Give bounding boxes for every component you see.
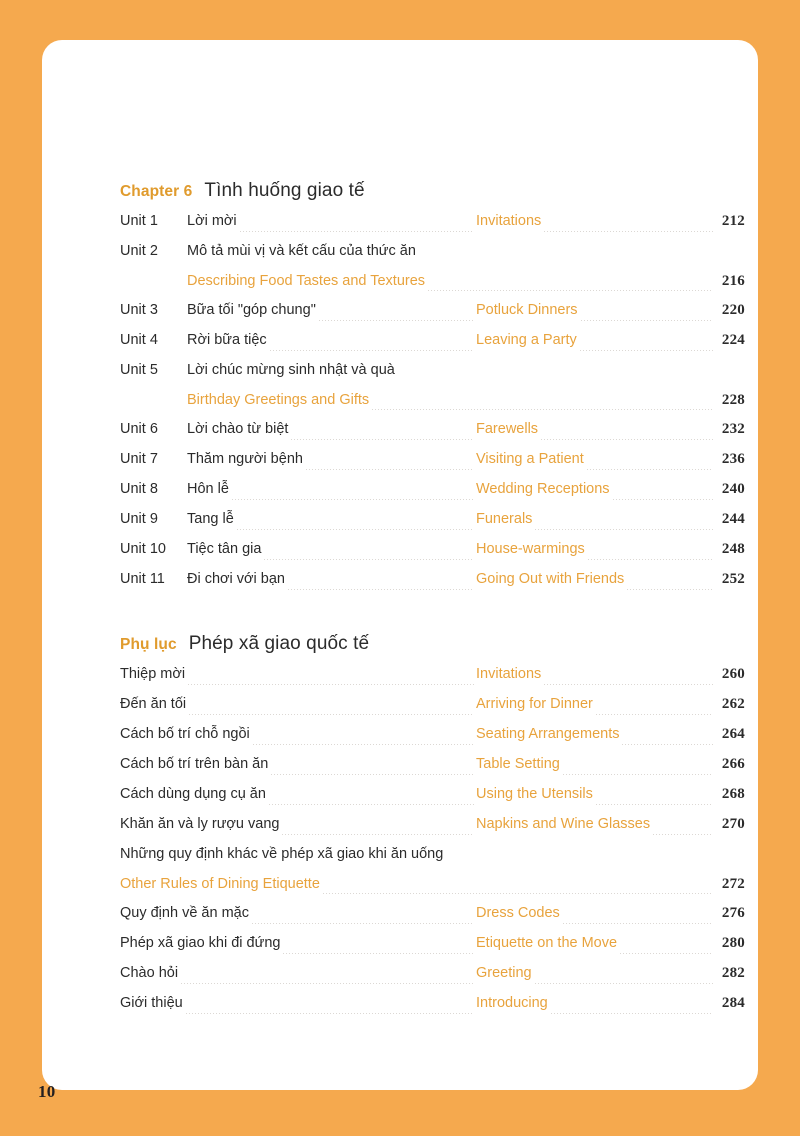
dot-leader-vi <box>290 439 474 440</box>
entry-title-vi: Giới thiệu <box>120 995 183 1011</box>
unit-label: Unit 10 <box>120 541 166 557</box>
dot-leader-vi <box>231 499 474 500</box>
unit-label: Unit 5 <box>120 362 158 378</box>
dot-leader-en <box>586 469 713 470</box>
toc-entry[interactable] <box>120 666 745 696</box>
unit-label: Unit 11 <box>120 571 165 587</box>
unit-label: Unit 4 <box>120 332 158 348</box>
entry-title-en: Invitations <box>476 666 542 682</box>
dot-leader-en <box>580 320 713 321</box>
dot-leader-en <box>595 714 713 715</box>
dot-leader-vi <box>287 589 474 590</box>
toc-entry[interactable] <box>120 511 745 541</box>
dot-leader-vi <box>236 529 474 530</box>
entry-title-en: Other Rules of Dining Etiquette <box>120 876 320 892</box>
entry-title-en: Wedding Receptions <box>476 481 610 497</box>
entry-title-en: Farewells <box>476 421 539 437</box>
dot-leader-vi <box>180 983 474 984</box>
dot-leader-en <box>534 983 713 984</box>
dot-leader-en <box>550 1013 713 1014</box>
dot-leader-vi <box>305 469 474 470</box>
entry-page-number: 264 <box>721 726 745 742</box>
toc-row <box>120 995 745 1025</box>
chapter-heading <box>120 180 745 202</box>
dot-leader-vi <box>187 684 474 685</box>
dot-leader-vi <box>263 559 474 560</box>
entry-page-number: 262 <box>721 696 745 712</box>
toc-entry[interactable] <box>120 302 745 332</box>
toc-row <box>120 332 745 362</box>
toc-entry[interactable] <box>120 243 745 302</box>
entry-title-en: Birthday Greetings and Gifts <box>187 392 370 408</box>
toc-row <box>120 846 745 876</box>
entry-title-vi: Tiệc tân gia <box>187 541 262 557</box>
appendix-heading <box>120 633 745 655</box>
entry-page-number: 232 <box>721 421 745 437</box>
appendix-kicker: Phụ lục <box>120 636 177 653</box>
chapter-title: Tình huống giao tế <box>204 180 365 201</box>
dot-leader-en <box>595 804 713 805</box>
entry-page-number: 284 <box>721 995 745 1011</box>
toc-entry[interactable] <box>120 332 745 362</box>
dot-leader-en <box>562 923 713 924</box>
dot-leader-vi <box>318 320 474 321</box>
entry-page-number: 268 <box>721 786 745 802</box>
dot-leader-vi <box>282 953 474 954</box>
entry-page-number: 216 <box>721 273 745 289</box>
dot-leader-vi <box>270 774 474 775</box>
entry-title-en: Invitations <box>476 213 542 229</box>
toc-row <box>120 451 745 481</box>
toc-entry[interactable] <box>120 571 745 601</box>
dot-leader-vi <box>185 1013 474 1014</box>
toc-row <box>120 756 745 786</box>
entry-page-number: 276 <box>721 905 745 921</box>
entry-title-en: Etiquette on the Move <box>476 935 618 951</box>
dot-leader-en <box>543 684 713 685</box>
toc-entry[interactable] <box>120 905 745 935</box>
toc-row-continued <box>120 392 745 421</box>
entry-page-number: 220 <box>721 302 745 318</box>
unit-label: Unit 2 <box>120 243 158 259</box>
toc-entry[interactable] <box>120 965 745 995</box>
entry-page-number: 224 <box>721 332 745 348</box>
toc-entry[interactable] <box>120 696 745 726</box>
unit-label: Unit 9 <box>120 511 158 527</box>
toc-row <box>120 696 745 726</box>
toc-row <box>120 421 745 451</box>
entry-title-en: Arriving for Dinner <box>476 696 593 712</box>
entry-title-vi: Cách bố trí chỗ ngồi <box>120 726 250 742</box>
toc-entry[interactable] <box>120 362 745 421</box>
entry-title-vi: Mô tả mùi vị và kết cấu của thức ăn <box>187 243 416 259</box>
entry-title-en: Napkins and Wine Glasses <box>476 816 651 832</box>
entry-page-number: 252 <box>721 571 745 587</box>
dot-leader-en <box>587 559 713 560</box>
entry-page-number: 240 <box>721 481 745 497</box>
unit-label: Unit 6 <box>120 421 158 437</box>
dot-leader-en <box>534 529 713 530</box>
toc-row <box>120 786 745 816</box>
entry-title-vi: Cách bố trí trên bàn ăn <box>120 756 269 772</box>
entry-title-vi: Bữa tối "góp chung" <box>187 302 316 318</box>
dot-leader-vi <box>239 231 474 232</box>
dot-leader-en <box>322 893 713 894</box>
entry-title-en: House-warmings <box>476 541 585 557</box>
toc-entry[interactable] <box>120 816 745 846</box>
chapter-kicker: Chapter 6 <box>120 183 193 200</box>
unit-label: Unit 7 <box>120 451 158 467</box>
entry-title-en: Funerals <box>476 511 533 527</box>
dot-leader-vi <box>188 714 474 715</box>
unit-label: Unit 3 <box>120 302 158 318</box>
entry-title-vi: Thăm người bệnh <box>187 451 303 467</box>
toc-row-continued <box>120 876 745 905</box>
entry-title-vi: Cách dùng dụng cụ ăn <box>120 786 266 802</box>
dot-leader-vi <box>268 804 474 805</box>
dot-leader-en <box>562 774 713 775</box>
entry-title-vi: Phép xã giao khi đi đứng <box>120 935 281 951</box>
dot-leader-en <box>652 834 713 835</box>
toc-row <box>120 541 745 571</box>
table-of-contents <box>120 180 745 1025</box>
unit-label: Unit 1 <box>120 213 158 229</box>
dot-leader-vi <box>281 834 474 835</box>
toc-entry[interactable] <box>120 786 745 816</box>
entry-title-vi: Lời chào từ biệt <box>187 421 289 437</box>
toc-entry[interactable] <box>120 421 745 451</box>
toc-row <box>120 816 745 846</box>
toc-entry[interactable] <box>120 995 745 1025</box>
entry-title-en: Describing Food Tastes and Textures <box>187 273 426 289</box>
toc-row <box>120 302 745 332</box>
toc-row <box>120 362 745 392</box>
entry-page-number: 212 <box>721 213 745 229</box>
entry-page-number: 282 <box>721 965 745 981</box>
entry-title-en: Potluck Dinners <box>476 302 578 318</box>
entry-title-vi: Quy định về ăn mặc <box>120 905 249 921</box>
toc-row <box>120 511 745 541</box>
dot-leader-en <box>619 953 713 954</box>
page-panel <box>42 40 758 1090</box>
toc-row <box>120 666 745 696</box>
dot-leader-en <box>427 290 713 291</box>
entry-title-vi: Đi chơi với bạn <box>187 571 285 587</box>
toc-row <box>120 243 745 273</box>
entry-title-vi: Chào hỏi <box>120 965 179 981</box>
entry-title-vi: Đến ăn tối <box>120 696 187 712</box>
unit-label: Unit 8 <box>120 481 158 497</box>
entry-title-vi: Hôn lễ <box>187 481 229 497</box>
entry-title-en: Leaving a Party <box>476 332 577 348</box>
dot-leader-en <box>579 350 713 351</box>
toc-row <box>120 726 745 756</box>
toc-entry[interactable] <box>120 541 745 571</box>
toc-entry[interactable] <box>120 935 745 965</box>
entry-page-number: 280 <box>721 935 745 951</box>
entry-page-number: 228 <box>721 392 745 408</box>
dot-leader-en <box>540 439 713 440</box>
dot-leader-vi <box>251 923 474 924</box>
appendix-entry-list <box>120 666 745 1025</box>
toc-row <box>120 481 745 511</box>
entry-title-en: Going Out with Friends <box>476 571 625 587</box>
entry-title-vi: Tang lễ <box>187 511 234 527</box>
page-number: 10 <box>38 1082 56 1101</box>
toc-row <box>120 965 745 995</box>
entry-title-vi: Lời mời <box>187 213 237 229</box>
entry-page-number: 266 <box>721 756 745 772</box>
toc-entry[interactable] <box>120 846 745 905</box>
toc-row <box>120 571 745 601</box>
toc-entry[interactable] <box>120 756 745 786</box>
entry-page-number: 260 <box>721 666 745 682</box>
toc-entry[interactable] <box>120 451 745 481</box>
entry-title-en: Introducing <box>476 995 548 1011</box>
entry-title-en: Table Setting <box>476 756 560 772</box>
entry-title-vi: Lời chúc mừng sinh nhật và quà <box>187 362 395 378</box>
toc-entry[interactable] <box>120 481 745 511</box>
entry-page-number: 272 <box>721 876 745 892</box>
entry-title-vi: Thiệp mời <box>120 666 186 682</box>
dot-leader-vi <box>269 350 474 351</box>
entry-title-en: Seating Arrangements <box>476 726 620 742</box>
appendix-title: Phép xã giao quốc tế <box>188 633 370 654</box>
toc-entry[interactable] <box>120 726 745 756</box>
dot-leader-en <box>612 499 713 500</box>
entry-title-en: Using the Utensils <box>476 786 593 802</box>
entry-title-en: Dress Codes <box>476 905 560 921</box>
entry-page-number: 244 <box>721 511 745 527</box>
dot-leader-en <box>371 409 713 410</box>
entry-title-en: Visiting a Patient <box>476 451 584 467</box>
entry-title-vi: Những quy định khác về phép xã giao khi ăn uống <box>120 846 444 862</box>
entry-page-number: 236 <box>721 451 745 467</box>
toc-row <box>120 935 745 965</box>
toc-row <box>120 905 745 935</box>
dot-leader-en <box>543 231 713 232</box>
toc-row-continued <box>120 273 745 302</box>
entry-page-number: 248 <box>721 541 745 557</box>
chapter-entry-list <box>120 213 745 601</box>
section-spacer <box>120 601 745 633</box>
dot-leader-en <box>621 744 713 745</box>
toc-entry[interactable] <box>120 213 745 243</box>
entry-title-en: Greeting <box>476 965 532 981</box>
toc-row <box>120 213 745 243</box>
entry-title-vi: Rời bữa tiệc <box>187 332 267 348</box>
entry-title-vi: Khăn ăn và ly rượu vang <box>120 816 280 832</box>
entry-page-number: 270 <box>721 816 745 832</box>
dot-leader-en <box>626 589 713 590</box>
dot-leader-vi <box>252 744 474 745</box>
